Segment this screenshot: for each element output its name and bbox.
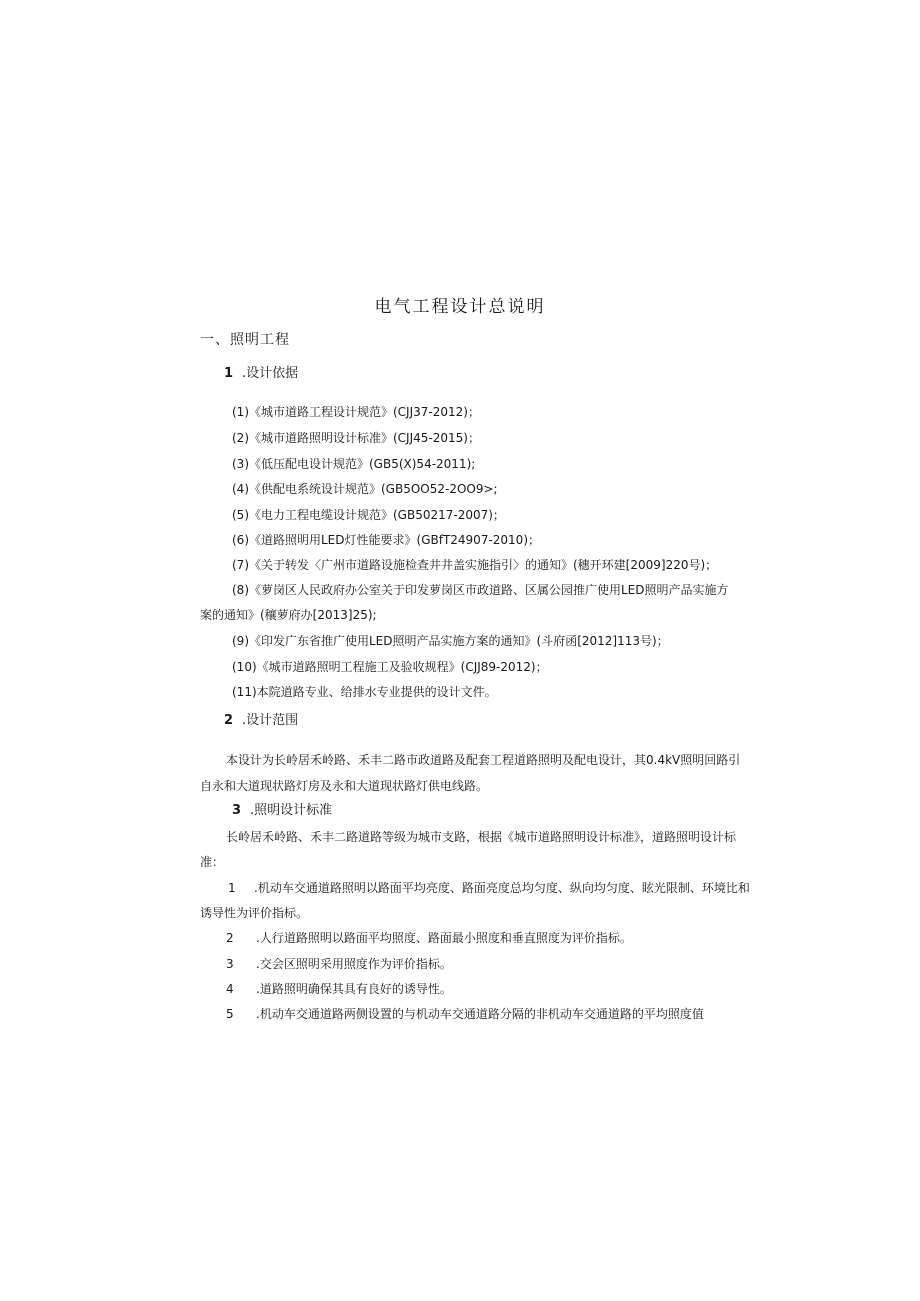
criteria-item [226,1006,704,1022]
reference-item: (7)《关于转发〈广州市道路设施检查井井盖实施指引〉的通知》(穗开环建[2009]220号)； [232,558,718,572]
criteria-number: 1 [228,881,236,895]
criteria-item-continued: 诱导性为评价指标。 [200,906,309,920]
criteria-number: 4 [226,982,234,996]
section-heading-lighting: 一、照明工程 [200,332,290,348]
criteria-text: .交会区照明采用照度作为评价指标。 [256,957,452,971]
reference-item: (2)《城市道路照明设计标准》(CJJ45-2015)； [232,431,480,445]
criteria-text: .机动车交通道路两侧设置的与机动车交通道路分隔的非机动车交通道路的平均照度值 [256,1007,704,1021]
reference-item: (8)《萝岗区人民政府办公室关于印发萝岗区市政道路、区属公园推广使用LED照明产品实施方 [232,583,729,597]
reference-item: (9)《印发广东省推广使用LED照明产品实施方案的通知》(斗府函[2012]113号)； [232,634,669,648]
criteria-item [226,981,452,997]
criteria-number: 5 [226,1007,234,1021]
criteria-item [228,880,750,896]
criteria-text: .机动车交通道路照明以路面平均亮度、路面亮度总均匀度、纵向均匀度、眩光限制、环境比和 [254,881,750,895]
paragraph-line: 自永和大道现状路灯房及永和大道现状路灯供电线路。 [200,779,489,793]
criteria-text: .人行道路照明以路面平均照度、路面最小照度和垂直照度为评价指标。 [256,931,632,945]
criteria-number: 3 [226,957,234,971]
reference-item: (4)《供配电系统设计规范》(GB5OO52-2OO9>; [232,482,498,496]
paragraph-line: 准： [200,855,225,869]
criteria-text: .道路照明确保其具有良好的诱导性。 [256,982,452,996]
subsection-number: 1 [224,366,234,381]
reference-item: (3)《低压配电设计规范》(GB5(X)54-2011); [232,457,476,471]
subsection-design-basis [224,366,298,382]
reference-item-continued: 案的通知》(穰萝府办[2013]25); [200,608,377,622]
paragraph-line: 本设计为长岭居禾岭路、禾丰二路市政道路及配套工程道路照明及配电设计，其0.4kV照明回路引 [226,753,741,767]
subsection-design-scope [224,713,298,729]
subsection-label: .设计依据 [242,366,299,381]
paragraph-line: 长岭居禾岭路、禾丰二路道路等级为城市支路，根据《城市道路照明设计标准》，道路照明设计标 [226,830,737,844]
subsection-label: .设计范围 [242,713,299,728]
document-title: 电气工程设计总说明 [374,297,546,317]
criteria-item [226,930,632,946]
reference-item: (10)《城市道路照明工程施工及验收规程》(CJJ89-2012)； [232,660,548,674]
criteria-item [226,956,452,972]
reference-item: (5)《电力工程电缆设计规范》(GB50217-2007)； [232,508,505,522]
reference-item: (1)《城市道路工程设计规范》(CJJ37-2012)； [232,405,480,419]
reference-item: (6)《道路照明用LED灯性能要求》(GBfT24907-2010)； [232,533,540,547]
reference-item: (11)本院道路专业、给排水专业提供的设计文件。 [232,685,497,699]
criteria-number: 2 [226,931,234,945]
subsection-number: 3 [232,803,242,818]
subsection-number: 2 [224,713,234,728]
subsection-label: .照明设计标准 [250,803,333,818]
subsection-lighting-standard [232,803,332,819]
